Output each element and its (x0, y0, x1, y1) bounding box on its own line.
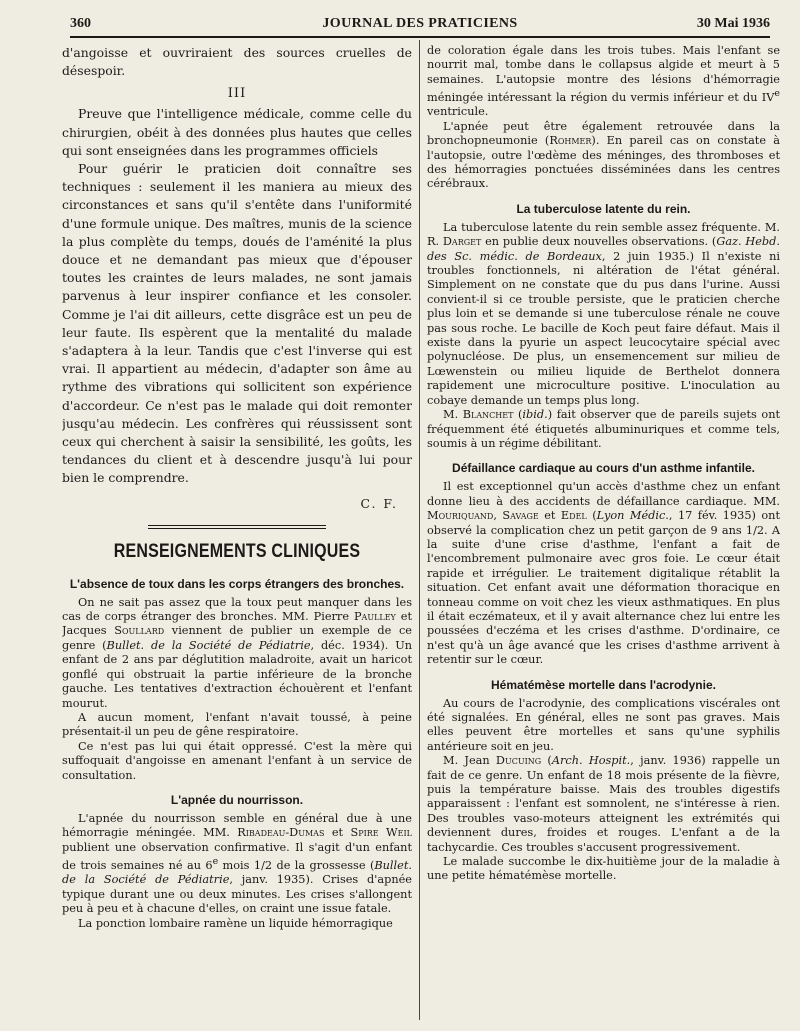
article-paragraph: La ponction lombaire ramène un liquide hémorragique (78, 916, 393, 930)
author-name: Spire Weil (350, 826, 412, 840)
citation-ref: Lyon Médic. (596, 509, 669, 523)
page-number: 360 (70, 16, 91, 31)
citation-ref: ibid. (522, 408, 548, 422)
author-signature: C. F. (360, 495, 398, 511)
section-title: RENSEIGNEMENTS CLINIQUES (113, 540, 361, 562)
author-name: Rohmer (549, 134, 592, 148)
author-name: Savage (502, 509, 539, 523)
article-paragraph: Il est exceptionnel qu'un accès d'asthme chez un enfant donne lieu à des accidents de défaillance cardiaque. MM. Mouriquand, Savage et Edel (Lyon Médic., 17 fév. 1935) ont observé la complication chez un petit garçon de 9 ans 1/2. A la suite d'une crise d'asthme, l'enfant a fait de l'encombrement pulmonaire avec gros foie. Le cœur était rapide et irrégulier. Le traitement digitalique rétablit la situation. Cet enfant avait une déformation thoracique en tonneau comme on voit chez les vieux asthmatiques. En plus il était eczémateux, et il y avait alternance chez lui entre les poussées d'eczéma et les crises d'asthme. D'ordinaire, ce n'est qu'à un âge avancé que les crises d'asthme arrivent à retentir sur le cœur. (427, 480, 780, 667)
citation-ref: Gaz. Hebd. des Sc. médic. de Bordeaux (427, 235, 780, 263)
page-header (70, 14, 770, 38)
article-paragraph: M. Jean Ducuing (Arch. Hospit., janv. 1936) rappelle un fait de ce genre. Un enfant de 18 mois présente de la fièvre, puis la température baisse. Mais des troubles digestifs apparaissent : l'enfant est somnolent, ne s'intéresse à rien. Des troubles vaso-moteurs atteignent les extrémités qui deviennent dures, froides et rouges. L'enfant a de la tachycardie. Ces troubles s'accusent progressivement. (427, 754, 780, 854)
article-heading: Hématémèse mortelle dans l'acrodynie. (491, 677, 716, 692)
article-heading: Défaillance cardiaque au cours d'un asthme infantile. (452, 461, 755, 476)
citation-ref: Bullet. de la Société de Pédiatrie (62, 858, 412, 887)
author-name: Soullard (114, 624, 165, 638)
article-paragraph: Le malade succombe le dix-huitième jour de la maladie à une petite hématémèse mortelle. (427, 855, 780, 883)
article-paragraph: On ne sait pas assez que la toux peut manquer dans les cas de corps étranger des bronches. MM. Pierre Paulley et Jacques Soullard viennent de publier un exemple de ce genre (Bullet. de la Société de Pédiatrie, déc. 1934). Un enfant de 2 ans par déglutition maladroite, avait un haricot gonflé qui obstruait la partie inférieure de la bronche gauche. Les tentatives d'extraction échouèrent et l'enfant mourut. (62, 595, 412, 710)
citation-ref: Arch. Hospit. (551, 754, 631, 768)
author-name: Paulley (353, 610, 396, 624)
section-number: III (227, 86, 247, 102)
author-name: Edel (560, 509, 587, 523)
article-paragraph: Au cours de l'acrodynie, des complications viscérales ont été signalées. En général, elles ne sont pas graves. Mais elles peuvent être mortelles et sans qu'une syphilis antérieure soit en jeu. (427, 696, 780, 753)
article-heading: La tuberculose latente du rein. (516, 201, 691, 216)
right-column (427, 44, 780, 884)
essay-paragraph: d'angoisse et ouvriraient des sources cruelles de désespoir. (62, 45, 412, 79)
author-name: Blanchet (462, 408, 514, 422)
issue-date: 30 Mai 1936 (696, 16, 770, 31)
article-heading: L'absence de toux dans les corps étrangers des bronches. (69, 576, 405, 591)
article-paragraph: M. Blanchet (ibid.) fait observer que de pareils sujets ont fréquemment été étiquetés albuminuriques et comme tels, soumis à un régime débilitant. (427, 408, 780, 450)
column-divider (419, 40, 420, 1020)
author-name: Darget (442, 235, 482, 249)
article-paragraph: de coloration égale dans les trois tubes. Mais l'enfant se nourrit mal, tombe dans le collapsus algide et meurt à 5 semaines. L'autopsie montre des lésions d'hémorragie méningée intéressant la région du vermis inférieur et du IVe ventricule. (427, 44, 780, 119)
left-column (62, 44, 412, 931)
author-name: Mouriquand (427, 509, 494, 523)
journal-title: JOURNAL DES PRATICIENS (322, 16, 518, 31)
essay-section (62, 44, 412, 511)
article-paragraph: La tuberculose latente du rein semble assez fréquente. M. R. Darget en publie deux nouvelles observations. (Gaz. Hebd. des Sc. médic. de Bordeaux, 2 juin 1935.) Il n'existe ni troubles fonctionnels, ni altération de l'état général. Simplement on ne constate que du pus dans l'urine. Aussi convient-il si ce trouble persiste, que le praticien cherche plus loin et se demande si une tuberculose rénale ne couve pas sous roche. Le bacille de Koch peut faire défaut. Mais il existe dans la pyurie un aspect leucocytaire spécial avec polynucléose. De plus, un ensemencement sur milieu de Lœwenstein ou milieu liquide de Berthelot donnera rapidement une microculture positive. L'inoculation au cobaye demande un temps plus long. (427, 220, 780, 407)
article-paragraph: Ce n'est pas lui qui était oppressé. C'est la mère qui suffoquait d'angoisse en amenant l'enfant à un service de consultation. (62, 739, 412, 782)
author-name: Ribadeau-Dumas (237, 826, 325, 840)
author-name: Ducuing (495, 754, 542, 768)
essay-paragraph: Preuve que l'intelligence médicale, comme celle du chirurgien, obéit à des données plus hautes que celles qui sont enseignées dans les programmes officiels (62, 106, 412, 158)
citation-ref: Bullet. de la Société de Pédiatrie (106, 638, 311, 652)
article-paragraph: L'apnée du nourrisson semble en général due à une hémorragie méningée. MM. Ribadeau-Dumas et Spire Weil publient une observation confirmative. Il s'agit d'un enfant de trois semaines né au 6e mois 1/2 de la grossesse (Bullet. de la Société de Pédiatrie, janv. 1935). Crises d'apnée typique durant une ou deux minutes. Les crises s'allongent peu à peu et à chacune d'elles, on craint une issue fatale. (62, 811, 412, 916)
article-heading: L'apnée du nourrisson. (170, 792, 304, 807)
article-paragraph: A aucun moment, l'enfant n'avait toussé, à peine présentait-il un peu de gêne respiratoire. (62, 710, 412, 739)
section-rule (148, 525, 326, 529)
article-paragraph: L'apnée peut être également retrouvée dans la bronchopneumonie (Rohmer). En pareil cas on constate à l'autopsie, outre l'œdème des méninges, des thromboses et des hémorragies ponctuées disséminées dans les centres cérébraux. (427, 119, 780, 191)
essay-paragraph: Pour guérir le praticien doit connaître ses techniques : seulement il les maniera au mieux des circonstances et sans qu'il s'entête dans l'uniformité d'une formule unique. Des maîtres, munis de la science la plus complète du temps, doués de l'aménité la plus douce et ne demandant pas mieux que d'épouser toutes les craintes de leurs malades, ne sont jamais parvenus à leur inspirer confiance et les consoler. Comme je l'ai dit ailleurs, cette disgrâce est un peu de leur faute. Ils espèrent que la mentalité du malade s'adaptera à la leur. Tandis que c'est l'inverse qui est vrai. Il appartient au médecin, d'adapter son âme au rythme des vibrations qui sollicitent son expérience d'accordeur. Ce n'est pas le malade qui doit remonter jusqu'au médecin. Les confrères qui réussissent sont ceux qui cherchent à saisir la sensibilité, les goûts, les tendances du client et à descendre jusqu'à lui pour bien le comprendre. (62, 161, 412, 486)
